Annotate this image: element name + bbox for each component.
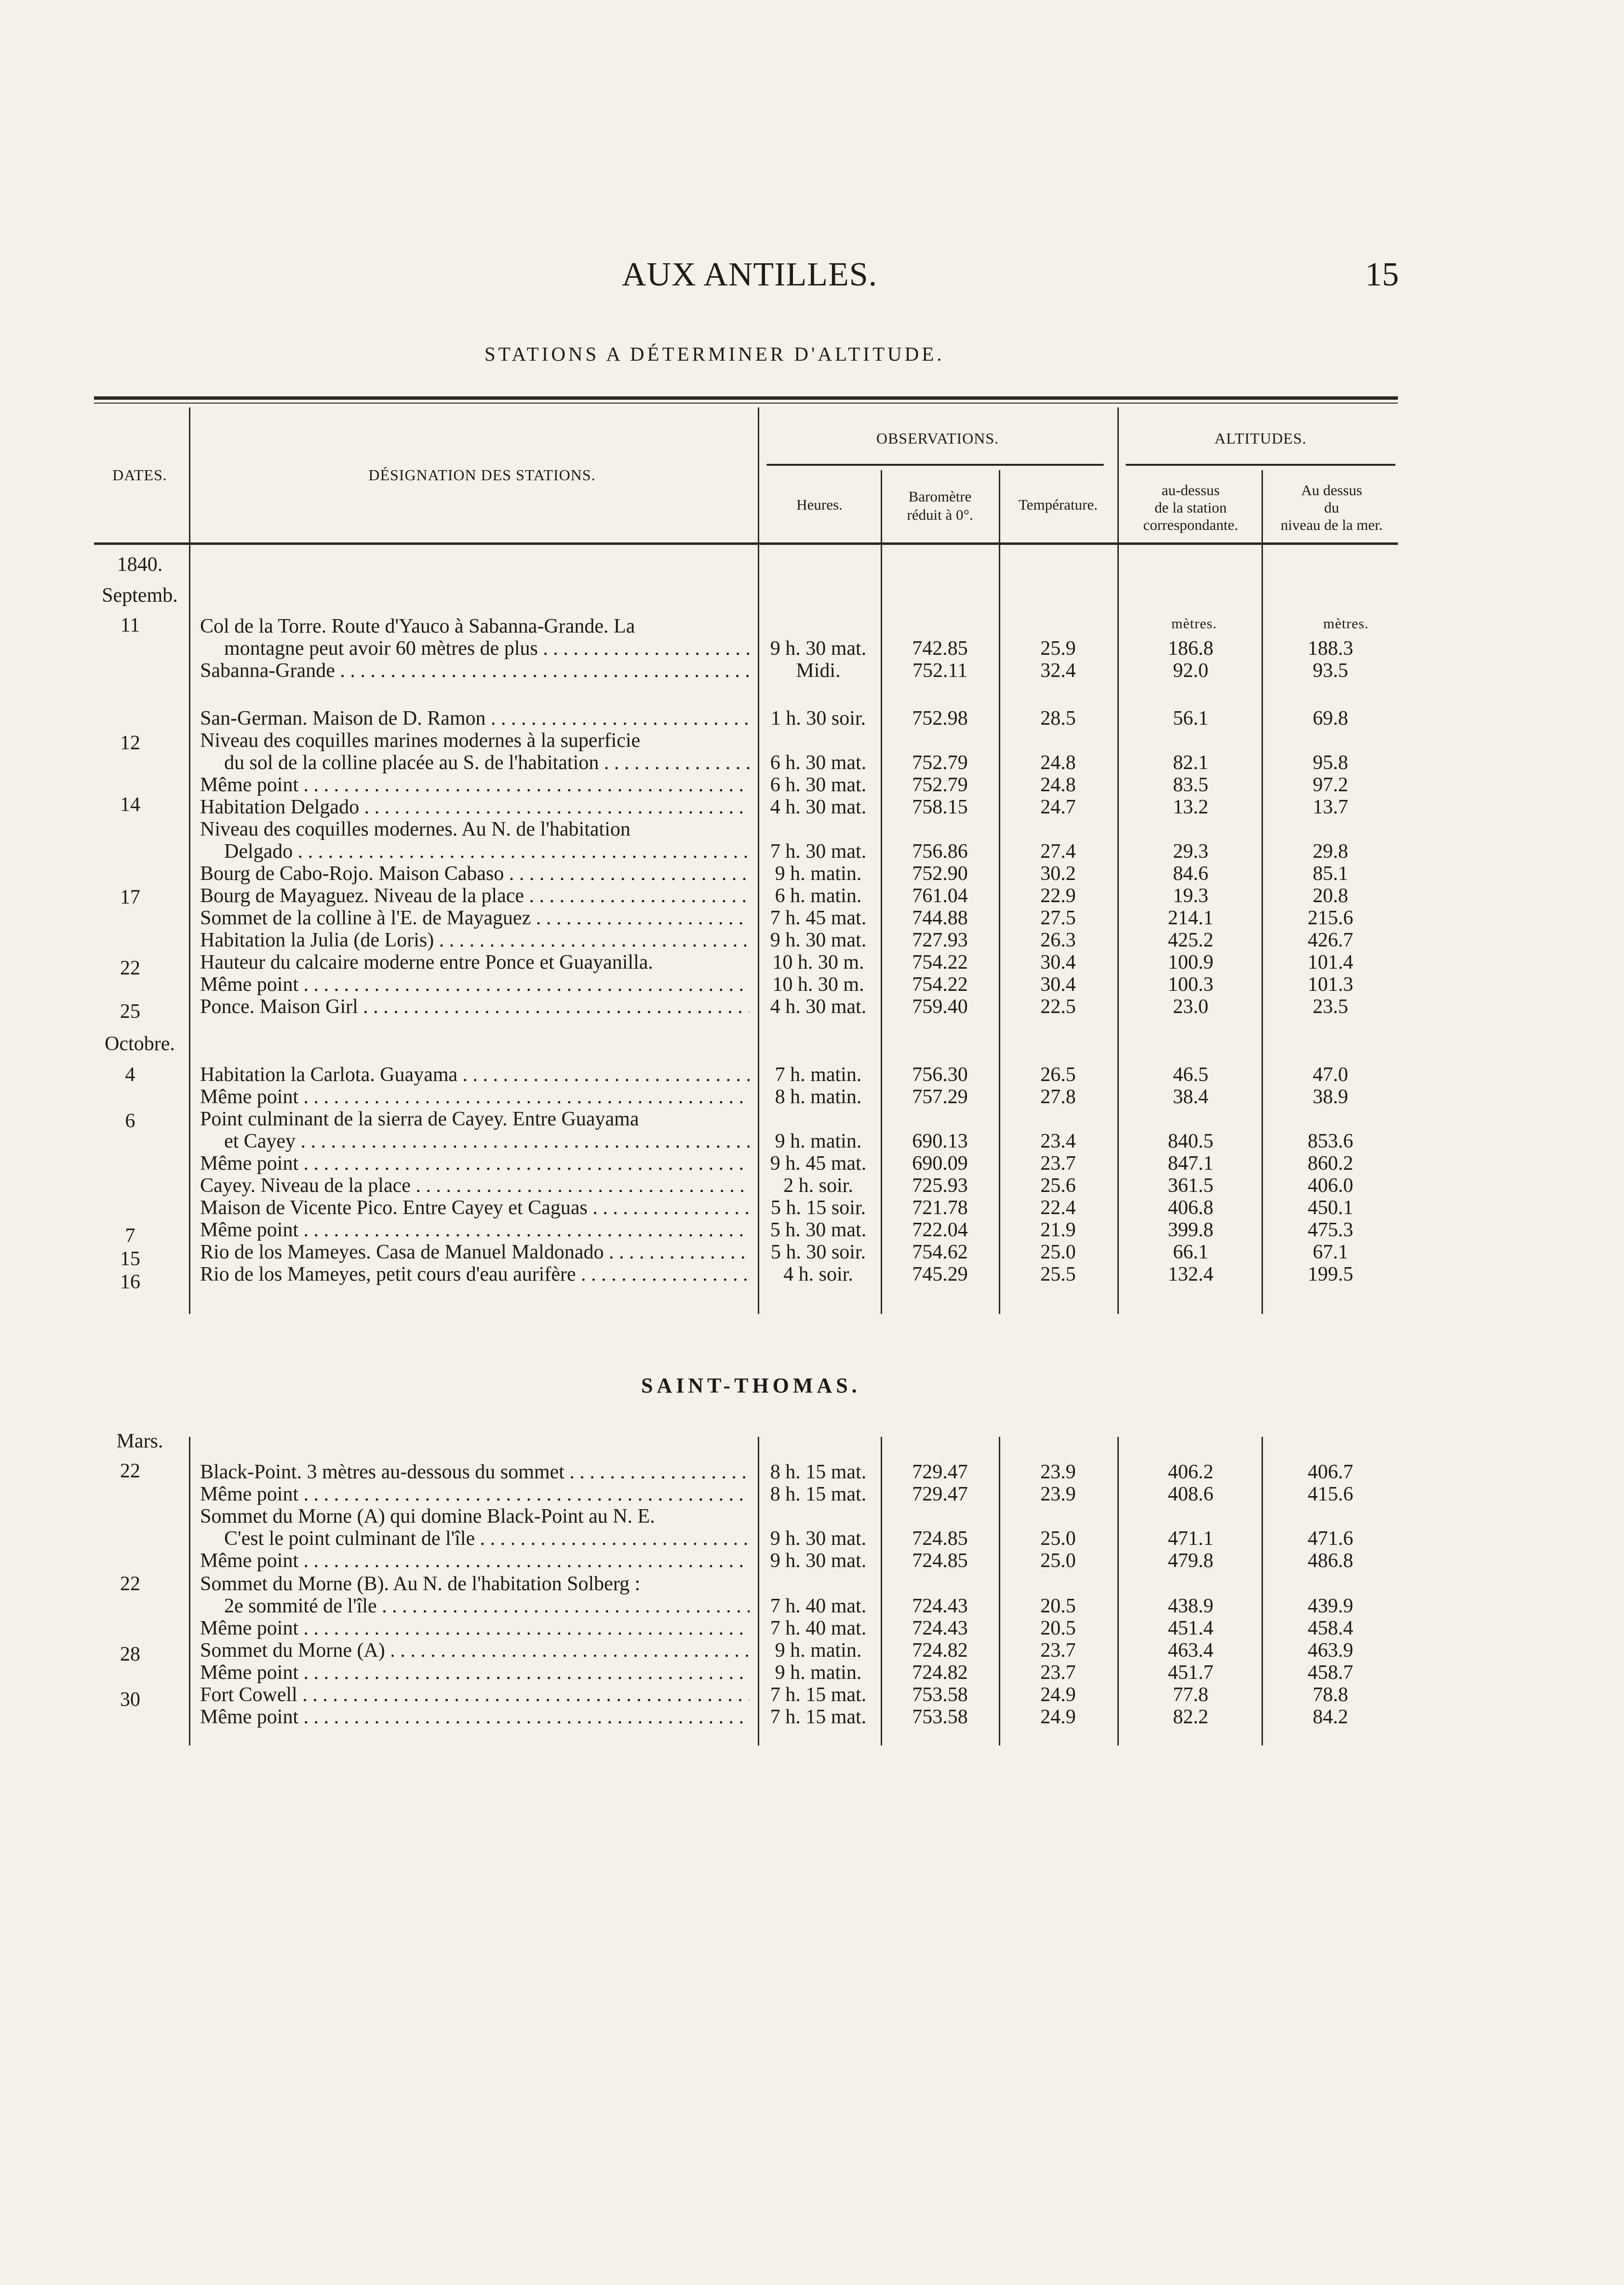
station-designation: Habitation la Carlota. Guayama . . .	[200, 1064, 750, 1086]
table-title: STATIONS A DÉTERMINER D'ALTITUDE.	[484, 343, 945, 365]
cell-heures: Midi.	[796, 660, 841, 682]
station-designation: Delgado . . .	[224, 840, 750, 863]
cell-heures: 9 h. matin.	[775, 863, 862, 885]
cell-altitude-station: 77.8	[1173, 1684, 1208, 1706]
station-row	[0, 1573, 1624, 1595]
date-day: 22	[120, 1573, 140, 1595]
cell-heures: 7 h. 15 mat.	[770, 1706, 867, 1728]
cell-altitude-mer: 486.8	[1307, 1550, 1354, 1572]
date-day: 4	[125, 1064, 135, 1086]
cell-altitude-mer: 93.5	[1313, 660, 1348, 682]
cell-altitude-station: 100.3	[1168, 973, 1214, 996]
cell-altitude-station: 471.1	[1168, 1528, 1214, 1550]
cell-heures: 7 h. 45 mat.	[770, 907, 867, 929]
cell-altitude-mer: 463.9	[1307, 1639, 1354, 1662]
cell-heures: 7 h. 30 mat.	[770, 840, 867, 863]
running-title: AUX ANTILLES.	[622, 256, 878, 293]
station-row	[0, 707, 1624, 730]
cell-altitude-station: 451.7	[1168, 1662, 1214, 1684]
cell-temperature: 22.9	[1040, 885, 1076, 907]
cell-temperature: 25.0	[1040, 1550, 1076, 1572]
observations-brace	[766, 464, 1104, 466]
station-designation: Sommet du Morne (A) qui domine Black-Point au N. E.	[200, 1505, 655, 1528]
cell-barometre: 756.30	[912, 1064, 968, 1086]
station-designation: Même point . . .	[200, 973, 750, 996]
station-designation: Rio de los Mameyes. Casa de Manuel Maldonado . . .	[200, 1241, 750, 1263]
cell-altitude-station: 840.5	[1168, 1130, 1214, 1152]
cell-heures: 9 h. 30 mat.	[770, 1528, 867, 1550]
cell-barometre: 727.93	[912, 929, 968, 951]
station-row	[0, 1175, 1624, 1197]
cell-barometre: 752.98	[912, 707, 968, 730]
station-designation: Rio de los Mameyes, petit cours d'eau aurifère . . .	[200, 1263, 750, 1285]
cell-barometre: 752.90	[912, 863, 968, 885]
cell-altitude-mer: 406.7	[1307, 1461, 1354, 1483]
station-designation: Habitation la Julia (de Loris) . . .	[200, 929, 750, 951]
cell-altitude-station: 847.1	[1168, 1152, 1214, 1175]
station-row	[0, 1263, 1624, 1285]
cell-temperature: 23.7	[1040, 1639, 1076, 1662]
header-dates: DATES.	[112, 466, 167, 484]
cell-altitude-station: 406.8	[1168, 1197, 1214, 1219]
station-designation: Cayey. Niveau de la place . . .	[200, 1175, 750, 1197]
station-designation: Même point . . .	[200, 1706, 750, 1728]
cell-barometre: 752.11	[913, 660, 967, 682]
cell-altitude-station: 83.5	[1173, 774, 1208, 796]
station-designation: Hauteur du calcaire moderne entre Ponce et Guayanilla.	[200, 951, 653, 973]
cell-temperature: 24.9	[1040, 1706, 1076, 1728]
cell-barometre: 758.15	[912, 796, 968, 818]
station-row	[0, 1064, 1624, 1086]
cell-heures: 6 h. matin.	[775, 885, 862, 907]
cell-altitude-mer: 23.5	[1313, 996, 1348, 1018]
cell-altitude-mer: 415.6	[1307, 1483, 1354, 1505]
units-station: mètres.	[1171, 616, 1217, 632]
station-designation: Point culminant de la sierra de Cayey. Entre Guayama	[200, 1108, 639, 1130]
cell-altitude-station: 38.4	[1173, 1086, 1208, 1108]
cell-barometre: 745.29	[912, 1263, 968, 1285]
cell-barometre: 725.93	[912, 1175, 968, 1197]
cell-altitude-mer: 13.7	[1313, 796, 1348, 818]
station-row	[0, 752, 1624, 774]
station-row	[0, 1595, 1624, 1617]
cell-barometre: 729.47	[912, 1461, 968, 1483]
station-row	[0, 1483, 1624, 1505]
cell-barometre: 690.13	[912, 1130, 968, 1152]
station-designation: Maison de Vicente Pico. Entre Cayey et Caguas . . .	[200, 1197, 750, 1219]
cell-heures: 5 h. 15 soir.	[770, 1197, 866, 1219]
cell-temperature: 21.9	[1040, 1219, 1076, 1241]
cell-barometre: 724.85	[912, 1528, 968, 1550]
header-observations: OBSERVATIONS.	[876, 430, 999, 447]
cell-heures: 9 h. matin.	[775, 1639, 862, 1662]
station-designation: Même point . . .	[200, 1483, 750, 1505]
station-row	[0, 796, 1624, 818]
cell-temperature: 25.0	[1040, 1241, 1076, 1263]
cell-heures: 8 h. 15 mat.	[770, 1461, 867, 1483]
cell-barometre: 754.22	[912, 951, 968, 973]
cell-heures: 5 h. 30 mat.	[770, 1219, 867, 1241]
cell-temperature: 26.5	[1040, 1064, 1076, 1086]
station-row	[0, 774, 1624, 796]
cell-heures: 9 h. 45 mat.	[770, 1152, 867, 1175]
cell-altitude-mer: 29.8	[1313, 840, 1348, 863]
cell-altitude-station: 425.2	[1168, 929, 1214, 951]
section-title: SAINT-THOMAS.	[641, 1374, 861, 1397]
cell-altitude-station: 451.4	[1168, 1617, 1214, 1639]
date-day: 17	[120, 886, 140, 908]
station-designation: Niveau des coquilles marines modernes à la superficie	[200, 730, 641, 752]
cell-barometre: 753.58	[912, 1706, 968, 1728]
cell-altitude-mer: 38.9	[1313, 1086, 1348, 1108]
cell-altitude-mer: 406.0	[1307, 1175, 1354, 1197]
cell-temperature: 22.5	[1040, 996, 1076, 1018]
station-designation: Même point . . .	[200, 1152, 750, 1175]
station-row	[0, 1639, 1624, 1662]
cell-barometre: 724.82	[912, 1662, 968, 1684]
date-month: Mars.	[116, 1430, 163, 1452]
cell-barometre: 744.88	[912, 907, 968, 929]
cell-altitude-mer: 471.6	[1307, 1528, 1354, 1550]
cell-altitude-station: 84.6	[1173, 863, 1208, 885]
altitudes-brace	[1126, 464, 1396, 466]
station-row	[0, 929, 1624, 951]
cell-temperature: 30.4	[1040, 951, 1076, 973]
cell-altitude-station: 46.5	[1173, 1064, 1208, 1086]
header-barometre-1: Baromètre	[908, 488, 972, 505]
station-row	[0, 1197, 1624, 1219]
cell-altitude-station: 214.1	[1168, 907, 1214, 929]
cell-temperature: 26.3	[1040, 929, 1076, 951]
date-day: 28	[120, 1643, 140, 1665]
page-number: 15	[1365, 256, 1399, 293]
station-row	[0, 1662, 1624, 1684]
cell-temperature: 20.5	[1040, 1595, 1076, 1617]
station-row	[0, 973, 1624, 996]
cell-barometre: 753.58	[912, 1684, 968, 1706]
cell-temperature: 27.8	[1040, 1086, 1076, 1108]
station-row	[0, 951, 1624, 973]
cell-altitude-station: 361.5	[1168, 1175, 1214, 1197]
cell-altitude-station: 29.3	[1173, 840, 1208, 863]
cell-heures: 7 h. 40 mat.	[770, 1595, 867, 1617]
station-designation: Même point . . .	[200, 1086, 750, 1108]
cell-barometre: 721.78	[912, 1197, 968, 1219]
cell-altitude-station: 66.1	[1173, 1241, 1208, 1263]
cell-temperature: 23.4	[1040, 1130, 1076, 1152]
cell-barometre: 722.04	[912, 1219, 968, 1241]
station-designation: Habitation Delgado . . .	[200, 796, 750, 818]
station-row	[0, 1461, 1624, 1483]
cell-heures: 9 h. matin.	[775, 1130, 862, 1152]
station-designation: Même point . . .	[200, 1617, 750, 1639]
date-day: 6	[125, 1110, 135, 1132]
header-alt-mer-2: du	[1324, 499, 1339, 516]
date-year: 1840.	[117, 554, 163, 576]
station-designation: Niveau des coquilles modernes. Au N. de l'habitation	[200, 818, 631, 840]
cell-temperature: 25.9	[1040, 637, 1076, 660]
cell-heures: 7 h. matin.	[775, 1064, 862, 1086]
date-day: 22	[120, 957, 140, 979]
cell-heures: 5 h. 30 soir.	[770, 1241, 866, 1263]
cell-altitude-mer: 450.1	[1307, 1197, 1354, 1219]
station-row	[0, 907, 1624, 929]
header-barometre-2: réduit à 0°.	[907, 506, 973, 523]
cell-altitude-mer: 426.7	[1307, 929, 1354, 951]
header-alt-mer-1: Au dessus	[1301, 482, 1362, 499]
station-row	[0, 637, 1624, 660]
cell-altitude-mer: 69.8	[1313, 707, 1348, 730]
cell-altitude-station: 13.2	[1173, 796, 1208, 818]
cell-temperature: 30.4	[1040, 973, 1076, 996]
date-day: 30	[120, 1689, 140, 1711]
cell-altitude-station: 186.8	[1168, 637, 1214, 660]
station-row	[0, 885, 1624, 907]
cell-altitude-mer: 475.3	[1307, 1219, 1354, 1241]
header-bottom-rule	[94, 542, 1398, 545]
cell-barometre: 742.85	[912, 637, 968, 660]
cell-temperature: 23.7	[1040, 1152, 1076, 1175]
cell-altitude-mer: 860.2	[1307, 1152, 1354, 1175]
station-designation: Black-Point. 3 mètres au-dessous du sommet . . .	[200, 1461, 750, 1483]
station-row	[0, 996, 1624, 1018]
cell-altitude-mer: 78.8	[1313, 1684, 1348, 1706]
cell-temperature: 23.7	[1040, 1662, 1076, 1684]
cell-altitude-station: 23.0	[1173, 996, 1208, 1018]
cell-altitude-mer: 188.3	[1307, 637, 1354, 660]
cell-temperature: 27.5	[1040, 907, 1076, 929]
station-designation: 2e sommité de l'île . . .	[224, 1595, 750, 1617]
header-alt-mer-3: niveau de la mer.	[1280, 516, 1383, 533]
date-day: 22	[120, 1460, 140, 1482]
cell-heures: 8 h. matin.	[775, 1086, 862, 1108]
station-designation: Ponce. Maison Girl . . .	[200, 996, 750, 1018]
cell-altitude-mer: 84.2	[1313, 1706, 1348, 1728]
station-designation: montagne peut avoir 60 mètres de plus . . .	[224, 637, 750, 660]
cell-altitude-station: 399.8	[1168, 1219, 1214, 1241]
cell-heures: 7 h. 40 mat.	[770, 1617, 867, 1639]
cell-altitude-mer: 85.1	[1313, 863, 1348, 885]
cell-heures: 10 h. 30 m.	[772, 951, 864, 973]
cell-barometre: 752.79	[912, 774, 968, 796]
cell-barometre: 724.85	[912, 1550, 968, 1572]
station-row	[0, 1086, 1624, 1108]
cell-altitude-station: 408.6	[1168, 1483, 1214, 1505]
cell-altitude-mer: 853.6	[1307, 1130, 1354, 1152]
station-row	[0, 1505, 1624, 1528]
cell-temperature: 30.2	[1040, 863, 1076, 885]
cell-altitude-mer: 95.8	[1313, 752, 1348, 774]
cell-temperature: 24.9	[1040, 1684, 1076, 1706]
station-row	[0, 1617, 1624, 1639]
station-row	[0, 660, 1624, 682]
cell-barometre: 759.40	[912, 996, 968, 1018]
cell-altitude-station: 19.3	[1173, 885, 1208, 907]
date-day: 11	[120, 614, 140, 636]
station-designation: Même point . . .	[200, 1219, 750, 1241]
cell-temperature: 24.8	[1040, 774, 1076, 796]
header-alt-station-2: de la station	[1154, 499, 1227, 516]
table-top-rule-thin	[94, 403, 1398, 404]
cell-altitude-mer: 199.5	[1307, 1263, 1354, 1285]
cell-heures: 9 h. 30 mat.	[770, 1550, 867, 1572]
cell-barometre: 752.79	[912, 752, 968, 774]
station-designation: Sabanna-Grande . . .	[200, 660, 750, 682]
station-row	[0, 1108, 1624, 1130]
cell-barometre: 761.04	[912, 885, 968, 907]
date-day: 16	[120, 1271, 140, 1293]
cell-altitude-mer: 101.4	[1307, 951, 1354, 973]
date-month: Septemb.	[102, 584, 178, 607]
cell-altitude-station: 463.4	[1168, 1639, 1214, 1662]
station-designation: C'est le point culminant de l'île . . .	[224, 1528, 750, 1550]
cell-temperature: 25.0	[1040, 1528, 1076, 1550]
cell-temperature: 27.4	[1040, 840, 1076, 863]
station-row	[0, 1684, 1624, 1706]
station-designation: du sol de la colline placée au S. de l'habitation . . .	[224, 752, 750, 774]
station-row	[0, 1706, 1624, 1728]
cell-altitude-mer: 215.6	[1307, 907, 1354, 929]
header-temperature: Température.	[1019, 496, 1098, 513]
cell-heures: 2 h. soir.	[783, 1175, 853, 1197]
date-day: 25	[120, 1001, 140, 1023]
station-row	[0, 615, 1624, 637]
cell-barometre: 729.47	[912, 1483, 968, 1505]
cell-temperature: 20.5	[1040, 1617, 1076, 1639]
cell-altitude-mer: 20.8	[1313, 885, 1348, 907]
cell-altitude-station: 82.1	[1173, 752, 1208, 774]
date-day: 15	[120, 1248, 140, 1270]
cell-heures: 1 h. 30 soir.	[770, 707, 866, 730]
station-designation: San-German. Maison de D. Ramon . . .	[200, 707, 750, 730]
station-row	[0, 1152, 1624, 1175]
cell-heures: 4 h. 30 mat.	[770, 796, 867, 818]
cell-barometre: 690.09	[912, 1152, 968, 1175]
date-day: 12	[120, 732, 140, 754]
cell-heures: 6 h. 30 mat.	[770, 752, 867, 774]
station-row	[0, 1528, 1624, 1550]
station-designation: Sommet du Morne (A) . . .	[200, 1639, 750, 1662]
units-mer: mètres.	[1323, 616, 1369, 632]
date-day: 7	[125, 1225, 135, 1247]
station-row	[0, 1219, 1624, 1241]
header-heures: Heures.	[796, 496, 843, 513]
cell-altitude-mer: 101.3	[1307, 973, 1354, 996]
cell-temperature: 24.7	[1040, 796, 1076, 818]
cell-temperature: 23.9	[1040, 1461, 1076, 1483]
header-altitudes: ALTITUDES.	[1214, 430, 1307, 447]
cell-altitude-station: 82.2	[1173, 1706, 1208, 1728]
header-alt-station-3: correspondante.	[1143, 516, 1238, 533]
station-designation: Même point . . .	[200, 1550, 750, 1572]
cell-temperature: 25.6	[1040, 1175, 1076, 1197]
cell-heures: 10 h. 30 m.	[772, 973, 864, 996]
cell-temperature: 24.8	[1040, 752, 1076, 774]
cell-altitude-station: 100.9	[1168, 951, 1214, 973]
cell-heures: 7 h. 15 mat.	[770, 1684, 867, 1706]
cell-barometre: 754.62	[912, 1241, 968, 1263]
cell-altitude-station: 479.8	[1168, 1550, 1214, 1572]
cell-barometre: 756.86	[912, 840, 968, 863]
date-day: 14	[120, 794, 140, 816]
cell-temperature: 28.5	[1040, 707, 1076, 730]
station-designation: Même point . . .	[200, 1662, 750, 1684]
cell-altitude-station: 132.4	[1168, 1263, 1214, 1285]
cell-altitude-station: 406.2	[1168, 1461, 1214, 1483]
cell-heures: 9 h. matin.	[775, 1662, 862, 1684]
cell-heures: 9 h. 30 mat.	[770, 637, 867, 660]
cell-barometre: 724.43	[912, 1617, 968, 1639]
station-designation: Bourg de Cabo-Rojo. Maison Cabaso . . .	[200, 863, 750, 885]
cell-altitude-station: 56.1	[1173, 707, 1208, 730]
cell-heures: 9 h. 30 mat.	[770, 929, 867, 951]
header-designation: DÉSIGNATION DES STATIONS.	[368, 466, 596, 484]
table-top-rule	[94, 396, 1398, 400]
cell-heures: 6 h. 30 mat.	[770, 774, 867, 796]
cell-temperature: 25.5	[1040, 1263, 1076, 1285]
station-row	[0, 840, 1624, 863]
cell-altitude-station: 438.9	[1168, 1595, 1214, 1617]
station-row	[0, 818, 1624, 840]
cell-altitude-mer: 47.0	[1313, 1064, 1348, 1086]
station-designation: Sommet de la colline à l'E. de Mayaguez . . .	[200, 907, 750, 929]
cell-altitude-mer: 67.1	[1313, 1241, 1348, 1263]
cell-altitude-mer: 97.2	[1313, 774, 1348, 796]
station-designation: Même point . . .	[200, 774, 750, 796]
header-alt-station-1: au-dessus	[1161, 482, 1220, 499]
station-designation: et Cayey . . .	[224, 1130, 750, 1152]
station-row	[0, 730, 1624, 752]
station-row	[0, 1550, 1624, 1572]
station-designation: Col de la Torre. Route d'Yauco à Sabanna-Grande. La	[200, 615, 635, 637]
cell-heures: 4 h. soir.	[783, 1263, 853, 1285]
cell-temperature: 32.4	[1040, 660, 1076, 682]
station-row	[0, 863, 1624, 885]
cell-altitude-mer: 458.7	[1307, 1662, 1354, 1684]
cell-altitude-mer: 458.4	[1307, 1617, 1354, 1639]
cell-heures: 4 h. 30 mat.	[770, 996, 867, 1018]
cell-altitude-station: 92.0	[1173, 660, 1208, 682]
date-month: Octobre.	[105, 1033, 175, 1055]
cell-barometre: 757.29	[912, 1086, 968, 1108]
station-row	[0, 1241, 1624, 1263]
cell-heures: 8 h. 15 mat.	[770, 1483, 867, 1505]
station-designation: Fort Cowell . . .	[200, 1684, 750, 1706]
cell-temperature: 22.4	[1040, 1197, 1076, 1219]
cell-barometre: 724.43	[912, 1595, 968, 1617]
station-row	[0, 1130, 1624, 1152]
station-designation: Bourg de Mayaguez. Niveau de la place . . .	[200, 885, 750, 907]
cell-barometre: 724.82	[912, 1639, 968, 1662]
cell-barometre: 754.22	[912, 973, 968, 996]
cell-altitude-mer: 439.9	[1307, 1595, 1354, 1617]
station-designation: Sommet du Morne (B). Au N. de l'habitation Solberg :	[200, 1573, 641, 1595]
cell-temperature: 23.9	[1040, 1483, 1076, 1505]
